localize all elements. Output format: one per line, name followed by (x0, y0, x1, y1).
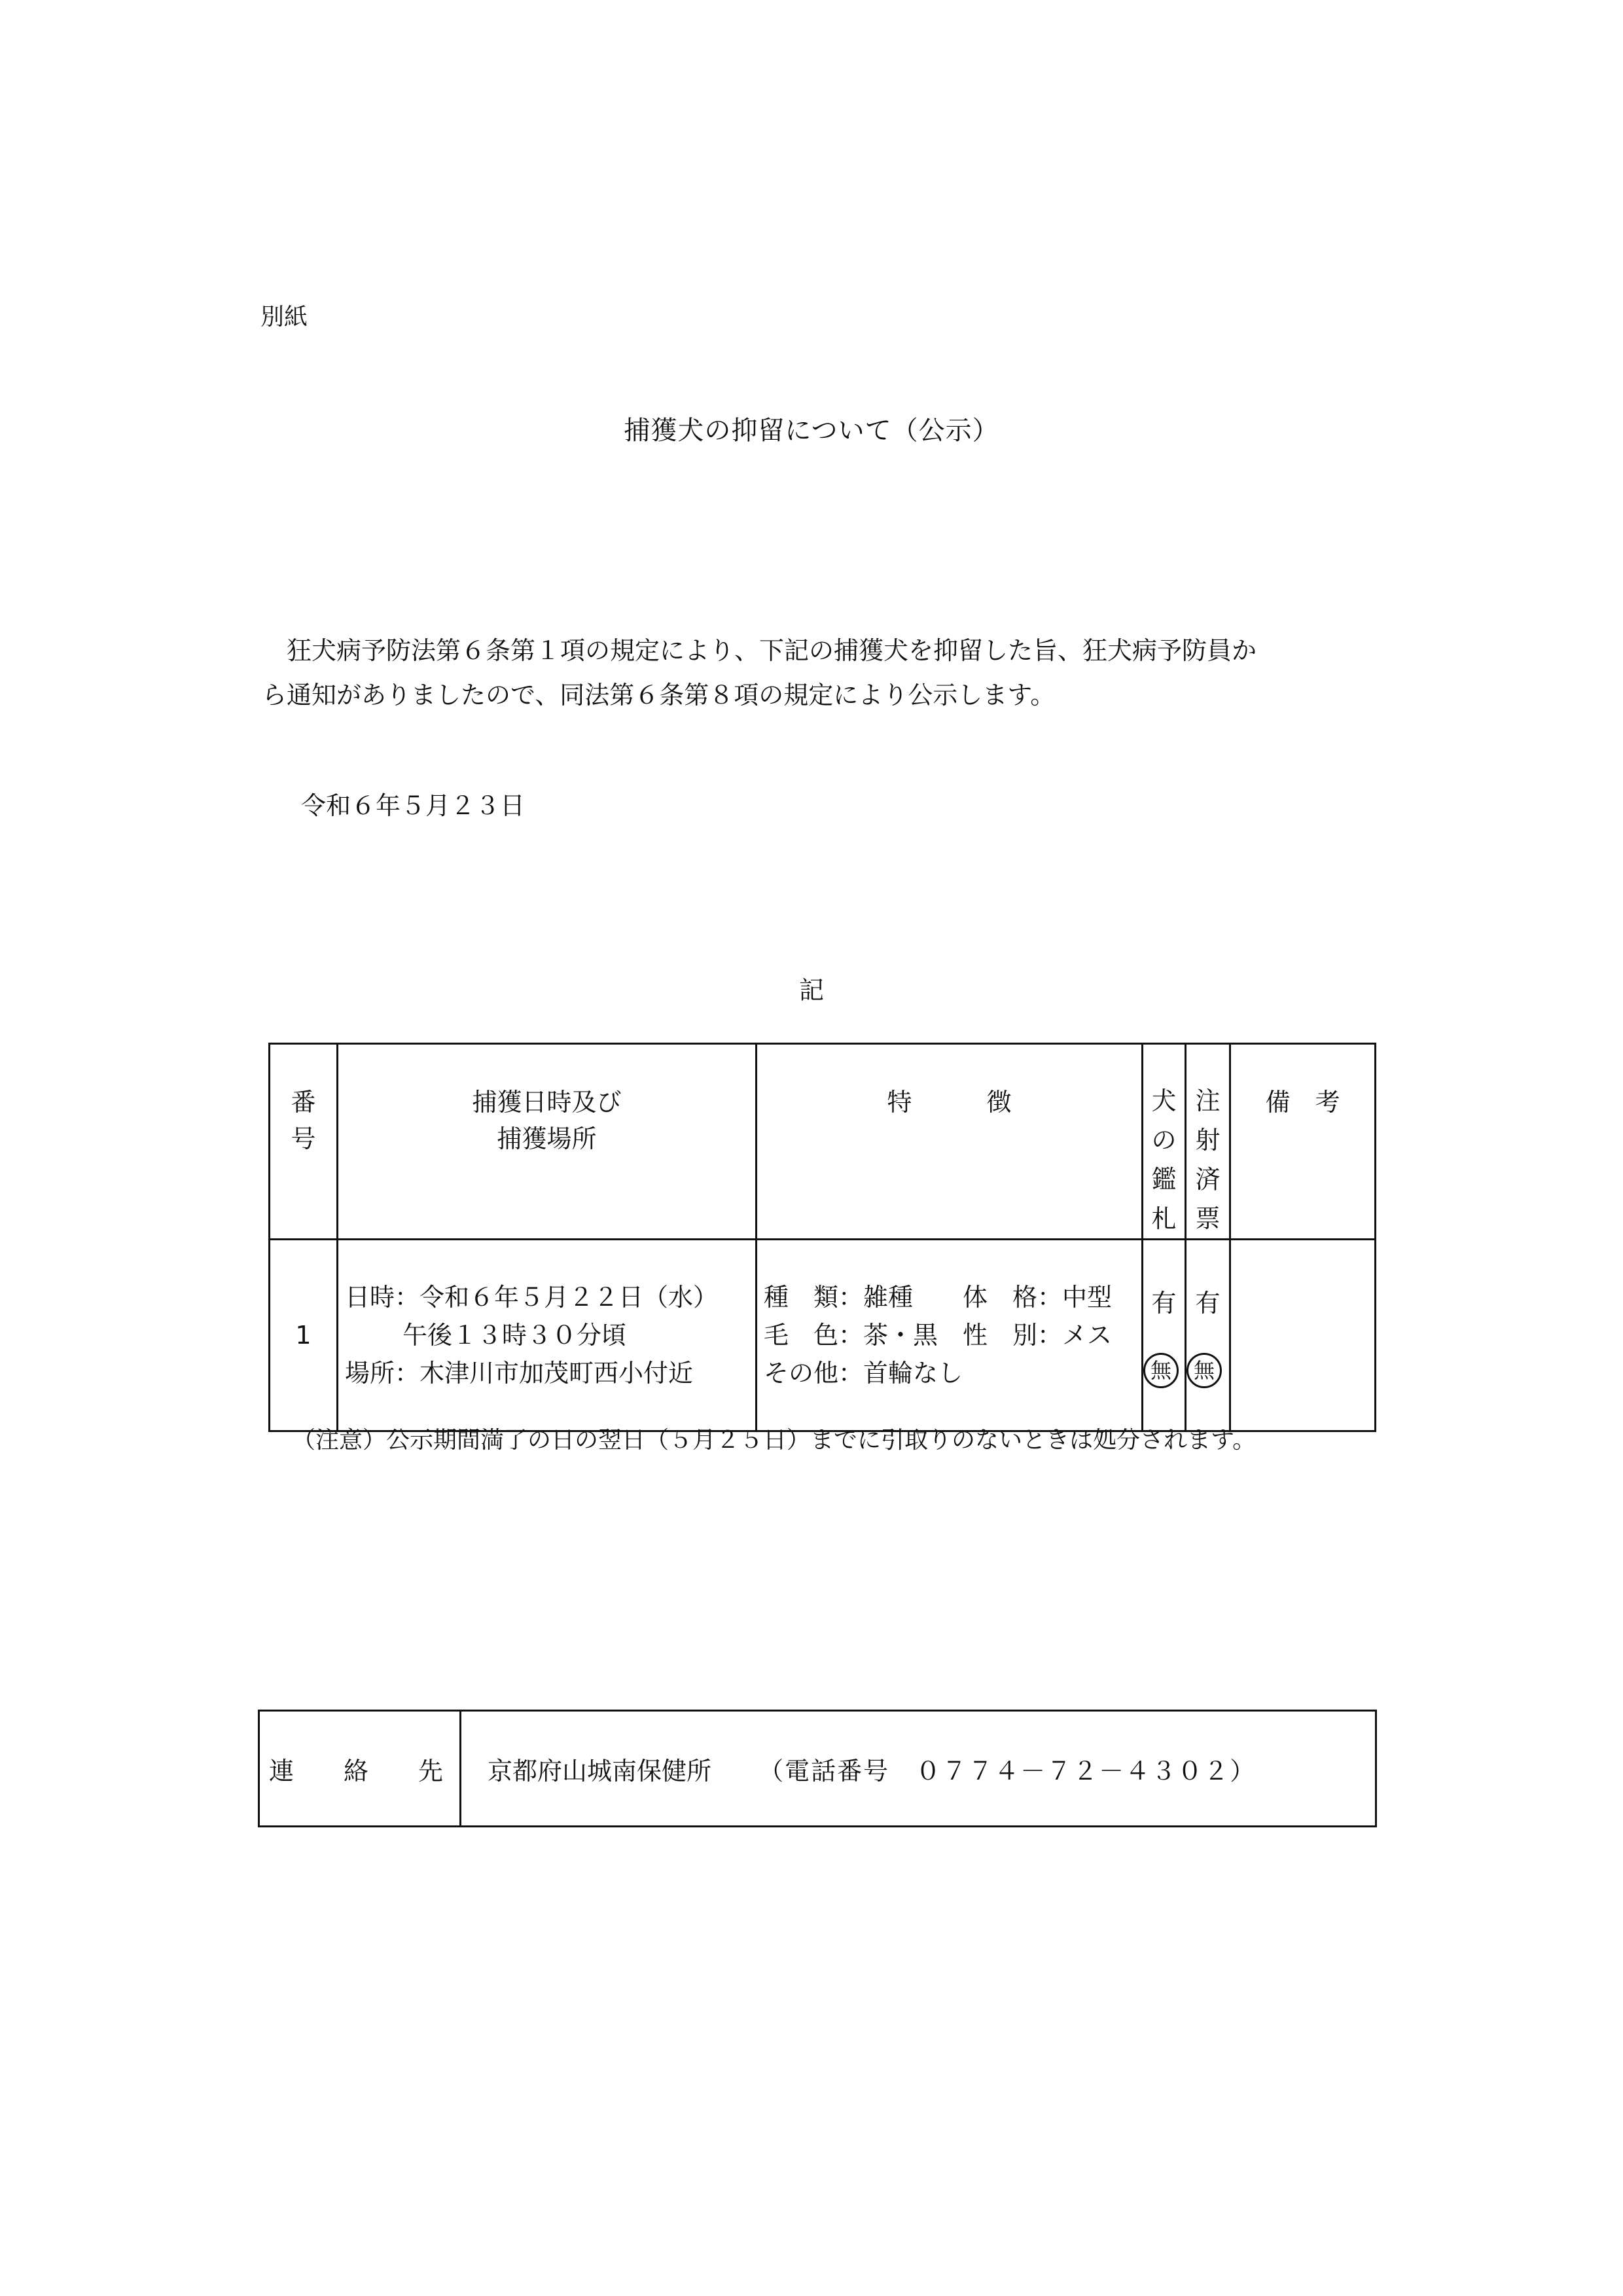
feature-color-sex: 毛 色：茶・黒 性 別：メス (764, 1321, 1113, 1350)
contact-office: 京都府山城南保健所 (488, 1756, 712, 1785)
feature-type-size: 種 類：雑種 体 格：中型 (764, 1283, 1113, 1312)
header-dog-tag (1143, 1044, 1186, 1240)
table-row (270, 1240, 1376, 1431)
table-header-row (270, 1044, 1376, 1240)
header-capture (338, 1044, 757, 1240)
notice-caution: （注意）公示期間満了の日の翌日（５月２５日）までに引取りのないときは処分されます。 (292, 1427, 1257, 1454)
notice-body-line-1: 狂犬病予防法第６条第１項の規定により、下記の捕獲犬を抑留した旨、狂犬病予防員か (287, 636, 1257, 665)
ki-heading: 記 (798, 976, 824, 1005)
injection-selected-mark (1186, 1353, 1229, 1388)
header-number (270, 1044, 338, 1240)
header-injection-char: 票 (1195, 1204, 1221, 1233)
header-number-line-1: 番 (291, 1088, 316, 1117)
header-injection-char: 済 (1195, 1165, 1221, 1194)
capture-place: 場所：木津川市加茂町西小付近 (345, 1359, 694, 1388)
injection-option-yes: 有 (1195, 1289, 1221, 1318)
header-dog-tag-char: の (1151, 1126, 1177, 1155)
dog-tag-option-yes: 有 (1151, 1289, 1177, 1318)
contact-box (258, 1710, 1377, 1827)
header-remarks: 備 考 (1230, 1044, 1376, 1240)
row-number: 1 (270, 1240, 338, 1431)
contact-label: 連絡先 (259, 1711, 461, 1827)
row-remarks (1230, 1240, 1376, 1431)
document-title: 捕獲犬の抑留について（公示） (624, 416, 999, 446)
header-dog-tag-char: 札 (1151, 1204, 1177, 1233)
notice-body (262, 628, 1387, 717)
contact-phone: （電話番号 ０７７４－７２－４３０２） (758, 1756, 1257, 1785)
feature-other: その他：首輪なし (764, 1359, 963, 1388)
row-capture-info (338, 1240, 757, 1431)
row-features (757, 1240, 1143, 1431)
captured-dog-table (268, 1043, 1376, 1432)
capture-datetime: 日時：令和６年５月２２日（水） (345, 1283, 719, 1312)
contact-value (461, 1711, 1376, 1827)
header-injection (1186, 1044, 1230, 1240)
injection-option-no-circled: 無 (1186, 1353, 1222, 1388)
header-injection-char: 注 (1195, 1086, 1221, 1115)
header-injection-char: 射 (1195, 1126, 1221, 1155)
header-number-line-2: 号 (291, 1124, 316, 1153)
dog-tag-option-no-circled: 無 (1143, 1353, 1179, 1388)
notice-body-line-2: ら通知がありましたので、同法第６条第８項の規定により公示します。 (262, 681, 1056, 709)
row-injection (1186, 1240, 1230, 1431)
header-dog-tag-char: 鑑 (1151, 1165, 1177, 1194)
row-dog-tag (1143, 1240, 1186, 1431)
attachment-label: 別紙 (260, 304, 308, 331)
header-capture-line-2: 捕獲場所 (497, 1124, 597, 1153)
dog-tag-selected-mark (1143, 1353, 1185, 1388)
header-dog-tag-char: 犬 (1151, 1086, 1177, 1115)
header-capture-line-1: 捕獲日時及び (472, 1088, 622, 1117)
header-features: 特 徴 (757, 1044, 1143, 1240)
notice-date: 令和６年５月２３日 (301, 791, 526, 820)
capture-time: 午後１３時３０分頃 (402, 1321, 627, 1350)
